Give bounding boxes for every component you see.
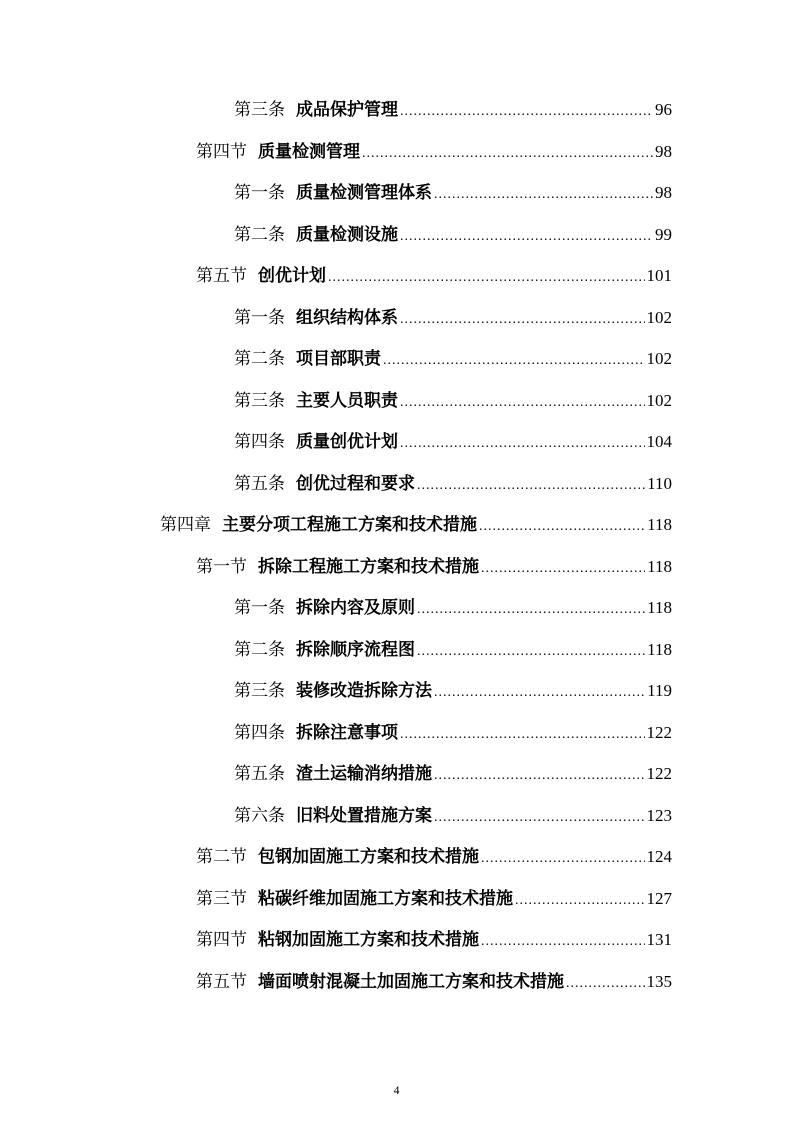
toc-entry-page: 123	[646, 806, 672, 825]
toc-entry-page: 122	[646, 764, 672, 783]
toc-entry[interactable]	[234, 389, 672, 415]
toc-entry-title: 主要人员职责	[296, 391, 398, 411]
toc-entry-page: 104	[646, 432, 672, 451]
toc-dot-leader	[417, 474, 645, 498]
toc-entry-number: 第二条	[234, 225, 285, 245]
toc-entry-page: 110	[647, 474, 672, 493]
toc-entry-title: 创优过程和要求	[296, 474, 415, 494]
toc-entry-number: 第二节	[196, 847, 247, 867]
toc-entry-title: 拆除内容及原则	[296, 598, 415, 618]
toc-dot-leader	[434, 681, 645, 705]
toc-entry-page: 96	[655, 100, 672, 119]
toc-dot-leader	[383, 349, 645, 373]
toc-dot-leader	[434, 764, 645, 788]
toc-entry-title: 创优计划	[258, 266, 326, 286]
toc-entry-number: 第一条	[234, 183, 285, 203]
toc-entry-number: 第五条	[234, 764, 285, 784]
toc-dot-leader	[400, 225, 653, 249]
toc-dot-leader	[328, 266, 645, 290]
toc-entry-title: 拆除注意事项	[296, 723, 398, 743]
toc-dot-leader	[417, 598, 645, 622]
toc-entry-page: 102	[646, 349, 672, 368]
toc-entry-number: 第一条	[234, 308, 285, 328]
toc-entry[interactable]	[234, 306, 672, 332]
toc-entry-number: 第一条	[234, 598, 285, 618]
toc-entry-number: 第五节	[196, 972, 247, 992]
toc-entry[interactable]	[234, 762, 672, 788]
toc-entry-number: 第三条	[234, 100, 285, 120]
toc-entry-title: 粘碳纤维加固施工方案和技术措施	[258, 889, 513, 909]
toc-dot-leader	[566, 972, 645, 996]
toc-entry[interactable]	[234, 638, 672, 664]
toc-entry[interactable]	[234, 472, 672, 498]
toc-dot-leader	[481, 847, 645, 871]
toc-entry-page: 101	[646, 266, 672, 285]
toc-entry-title: 渣土运输消纳措施	[296, 764, 432, 784]
toc-entry[interactable]	[196, 928, 672, 954]
toc-entry-number: 第二条	[234, 640, 285, 660]
toc-entry-page: 131	[646, 930, 672, 949]
toc-entry-number: 第四条	[234, 723, 285, 743]
toc-entry[interactable]	[234, 347, 672, 373]
toc-entry-title: 质量创优计划	[296, 432, 398, 452]
toc-entry[interactable]	[196, 845, 672, 871]
toc-entry-number: 第四节	[196, 142, 247, 162]
toc-entry-number: 第四条	[234, 432, 285, 452]
toc-dot-leader	[481, 557, 645, 581]
toc-entry-page: 102	[646, 391, 672, 410]
page-number: 4	[393, 1083, 400, 1097]
toc-entry-title: 组织结构体系	[296, 308, 398, 328]
toc-entry-number: 第六条	[234, 806, 285, 826]
toc-entry-page: 99	[655, 225, 672, 244]
toc-entry-page: 118	[647, 557, 672, 576]
toc-entry-number: 第四章	[160, 515, 211, 535]
toc-entry-page: 122	[646, 723, 672, 742]
toc-dot-leader	[362, 142, 653, 166]
toc-entry[interactable]	[196, 140, 672, 166]
toc-dot-leader	[481, 930, 645, 954]
toc-entry[interactable]	[196, 264, 672, 290]
toc-entry-page: 102	[646, 308, 672, 327]
toc-entry-title: 主要分项工程施工方案和技术措施	[222, 515, 477, 535]
toc-entry-number: 第三条	[234, 681, 285, 701]
toc-entry[interactable]	[196, 970, 672, 996]
toc-entry[interactable]	[234, 223, 672, 249]
toc-entry-number: 第三节	[196, 889, 247, 909]
toc-entry-title: 拆除工程施工方案和技术措施	[258, 557, 479, 577]
toc-entry-title: 装修改造拆除方法	[296, 681, 432, 701]
toc-entry[interactable]	[234, 430, 672, 456]
toc-entry[interactable]	[234, 804, 672, 830]
toc-dot-leader	[515, 889, 645, 913]
toc-dot-leader	[400, 391, 645, 415]
toc-entry-title: 包钢加固施工方案和技术措施	[258, 847, 479, 867]
toc-dot-leader	[434, 806, 645, 830]
toc-entry-number: 第一节	[196, 557, 247, 577]
toc-dot-leader	[417, 640, 645, 664]
toc-entry[interactable]	[234, 181, 672, 207]
toc-entry-page: 98	[655, 142, 672, 161]
toc-entry[interactable]	[234, 98, 672, 124]
toc-entry-title: 墙面喷射混凝土加固施工方案和技术措施	[258, 972, 564, 992]
toc-dot-leader	[400, 308, 645, 332]
toc-entry-title: 质量检测管理体系	[296, 183, 432, 203]
toc-dot-leader	[400, 723, 645, 747]
toc-entry-number: 第四节	[196, 930, 247, 950]
toc-entry-number: 第三条	[234, 391, 285, 411]
toc-dot-leader	[400, 100, 653, 124]
toc-entry[interactable]	[196, 887, 672, 913]
toc-dot-leader	[434, 183, 653, 207]
toc-entry[interactable]	[234, 721, 672, 747]
toc-entry-title: 成品保护管理	[296, 100, 398, 120]
toc-entry-title: 质量检测管理	[258, 142, 360, 162]
toc-entry-page: 124	[646, 847, 672, 866]
toc-entry[interactable]	[160, 513, 672, 539]
toc-dot-leader	[400, 432, 645, 456]
toc-entry-page: 118	[647, 598, 672, 617]
toc-entry[interactable]	[196, 555, 672, 581]
toc-entry-page: 135	[646, 972, 672, 991]
toc-entry-title: 拆除顺序流程图	[296, 640, 415, 660]
toc-entry[interactable]	[234, 596, 672, 622]
toc-entry-title: 项目部职责	[296, 349, 381, 369]
toc-entry-page: 118	[647, 640, 672, 659]
toc-entry-page: 127	[646, 889, 672, 908]
toc-entry-title: 旧料处置措施方案	[296, 806, 432, 826]
toc-entry-title: 粘钢加固施工方案和技术措施	[258, 930, 479, 950]
toc-dot-leader	[479, 515, 645, 539]
toc-entry-number: 第五节	[196, 266, 247, 286]
toc-entry[interactable]	[234, 679, 672, 705]
toc-entry-number: 第二条	[234, 349, 285, 369]
toc-entry-number: 第五条	[234, 474, 285, 494]
toc-entry-page: 118	[647, 515, 672, 534]
toc-entry-title: 质量检测设施	[296, 225, 398, 245]
toc-entry-page: 98	[655, 183, 672, 202]
toc-entry-page: 119	[647, 681, 672, 700]
